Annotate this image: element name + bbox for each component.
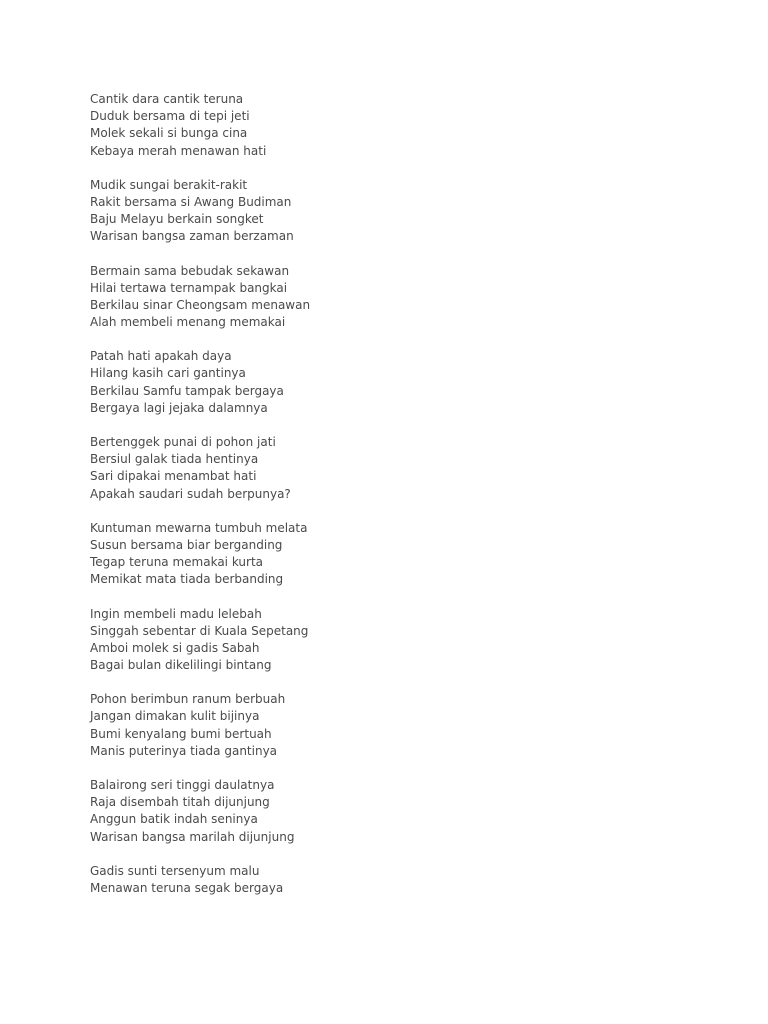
poem-line: Gadis sunti tersenyum malu	[90, 863, 260, 878]
stanza-8	[90, 691, 710, 760]
poem-line: Berkilau sinar Cheongsam menawan	[90, 297, 311, 312]
poem-line: Bergaya lagi jejaka dalamnya	[90, 400, 268, 415]
poem-line: Duduk bersama di tepi jeti	[90, 109, 250, 124]
poem-line: Anggun batik indah seninya	[90, 812, 258, 827]
poem-line: Apakah saudari sudah berpunya?	[90, 486, 291, 501]
poem-line: Warisan bangsa zaman berzaman	[90, 229, 294, 244]
poem-line: Pohon berimbun ranum berbuah	[90, 692, 286, 707]
poem-line: Ingin membeli madu lelebah	[90, 606, 262, 621]
poem-line: Jangan dimakan kulit bijinya	[90, 709, 260, 724]
poem-line: Bersiul galak tiada hentinya	[90, 452, 259, 467]
stanza-6	[90, 520, 710, 589]
stanza-2	[90, 177, 710, 246]
stanza-10	[90, 863, 710, 897]
poem-line: Berkilau Samfu tampak bergaya	[90, 383, 284, 398]
poem-line: Kuntuman mewarna tumbuh melata	[90, 520, 308, 535]
stanza-7	[90, 606, 710, 675]
poem-line: Amboi molek si gadis Sabah	[90, 640, 260, 655]
poem-line: Balairong seri tinggi daulatnya	[90, 778, 275, 792]
poem-line: Alah membeli menang memakai	[90, 315, 286, 330]
poem-line: Patah hati apakah daya	[90, 349, 232, 364]
poem-line: Bumi kenyalang bumi bertuah	[90, 726, 272, 741]
stanza-1	[90, 91, 710, 160]
poem-line: Memikat mata tiada berbanding	[90, 572, 284, 587]
poem-line: Bertenggek punai di pohon jati	[90, 435, 276, 449]
stanza-4	[90, 348, 710, 417]
poem-line: Rakit bersama si Awang Budiman	[90, 194, 292, 209]
poem-line: Hilang kasih cari gantinya	[90, 366, 246, 381]
poem-line: Singgah sebentar di Kuala Sepetang	[90, 623, 309, 638]
stanza-5	[90, 434, 710, 503]
poem-line: Warisan bangsa marilah dijunjung	[90, 829, 295, 844]
poem-line: Manis puterinya tiada gantinya	[90, 743, 278, 758]
poem-line: Baju Melayu berkain songket	[90, 212, 264, 227]
poem-line: Bagai bulan dikelilingi bintang	[90, 658, 272, 673]
stanza-9	[90, 777, 710, 846]
poem-line: Menawan teruna segak bergaya	[90, 880, 284, 895]
poem-line: Hilai tertawa ternampak bangkai	[90, 280, 288, 295]
poem-line: Kebaya merah menawan hati	[90, 143, 267, 158]
poem-line: Cantik dara cantik teruna	[90, 92, 244, 106]
poem-line: Susun bersama biar berganding	[90, 537, 283, 552]
poem	[90, 91, 710, 914]
poem-line: Mudik sungai berakit-rakit	[90, 177, 248, 192]
poem-line: Tegap teruna memakai kurta	[90, 555, 264, 570]
poem-line: Molek sekali si bunga cina	[90, 126, 248, 141]
poem-line: Raja disembah titah dijunjung	[90, 795, 270, 810]
poem-line: Sari dipakai menambat hati	[90, 469, 257, 484]
stanza-3	[90, 263, 710, 332]
poem-line: Bermain sama bebudak sekawan	[90, 263, 290, 278]
